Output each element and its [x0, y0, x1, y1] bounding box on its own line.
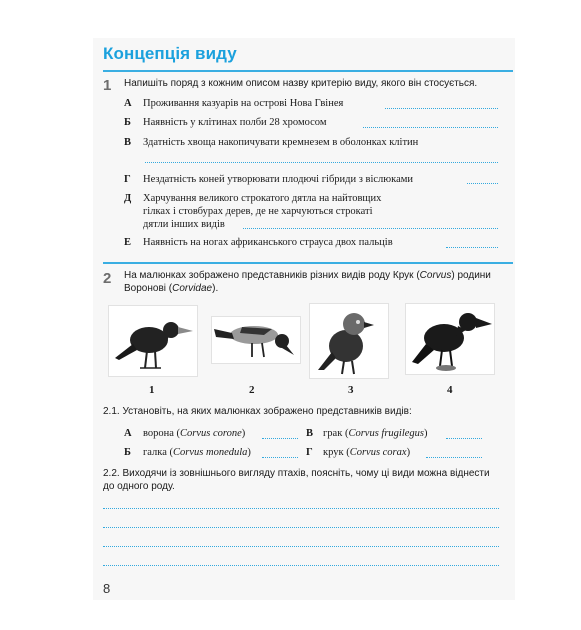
- image-label-4: 4: [447, 384, 453, 396]
- question-2-2-line-1: 2.2. Виходячи із зовнішнього вигляду птахів, поясніть, чому ці види можна віднести: [103, 468, 490, 479]
- option-a-text: ворона (Corvus corone): [143, 428, 246, 439]
- item-d-answer-line[interactable]: [243, 228, 498, 229]
- option-v-answer-line[interactable]: [446, 438, 482, 439]
- answer-line-3[interactable]: [103, 546, 499, 547]
- option-g-answer-line[interactable]: [426, 457, 482, 458]
- item-v-text: Здатність хвоща накопичувати кремнезем в оболонках клітин: [143, 137, 419, 148]
- option-b-answer-line[interactable]: [262, 457, 298, 458]
- item-e-answer-line[interactable]: [446, 247, 498, 248]
- question-2-2-line-2: до одного роду.: [103, 481, 175, 492]
- task-1-number: 1: [103, 77, 112, 94]
- item-d-line-3: дятли інших видів: [143, 219, 225, 230]
- bird-image-4: [405, 303, 495, 375]
- question-2-1: 2.1. Установіть, на яких малюнках зображено представників видів:: [103, 406, 412, 417]
- page-number: 8: [103, 581, 111, 596]
- title-rule: [103, 70, 513, 72]
- answer-line-2[interactable]: [103, 527, 499, 528]
- item-b-text: Наявність у клітинах полби 28 хромосом: [143, 117, 327, 128]
- item-d-line-1: Харчування великого строкатого дятла на найтовщих: [143, 193, 382, 204]
- image-label-1: 1: [149, 384, 155, 396]
- item-v-letter: В: [124, 137, 132, 148]
- option-v-text: грак (Corvus frugilegus): [323, 428, 428, 439]
- item-a-text: Проживання казуарів на острові Нова Гвінея: [143, 98, 344, 109]
- rook-bird-icon: [109, 306, 197, 376]
- option-b-text: галка (Corvus monedula): [143, 447, 251, 458]
- jackdaw-bird-icon: [310, 304, 388, 378]
- answer-line-4[interactable]: [103, 565, 499, 566]
- page-title: Концепція виду: [103, 44, 237, 63]
- task-2-intro-line-2: Воронові (Corvidae).: [124, 283, 219, 294]
- item-v-answer-line[interactable]: [145, 162, 498, 163]
- option-v-letter: В: [306, 428, 314, 439]
- bird-image-3: [309, 303, 389, 379]
- answer-line-1[interactable]: [103, 508, 499, 509]
- image-label-3: 3: [348, 384, 354, 396]
- task-2-intro-line-1: На малюнках зображено представників різних видів роду Крук (Corvus) родини: [124, 270, 491, 281]
- option-g-text: крук (Corvus corax): [323, 447, 411, 458]
- item-d-line-2: гілках і стовбурах дерев, де не харчуються строкаті: [143, 206, 373, 217]
- option-a-answer-line[interactable]: [262, 438, 298, 439]
- bird-image-1: [108, 305, 198, 377]
- option-g-letter: Г: [306, 447, 313, 458]
- task-divider: [103, 262, 513, 264]
- raven-bird-icon: [406, 304, 494, 374]
- bird-image-2: [211, 316, 301, 364]
- item-g-answer-line[interactable]: [467, 183, 498, 184]
- item-e-text: Наявність на ногах африканського страуса двох пальців: [143, 237, 393, 248]
- hooded-crow-bird-icon: [212, 317, 300, 363]
- task-2-number: 2: [103, 270, 112, 287]
- item-a-letter: А: [124, 98, 132, 109]
- item-b-letter: Б: [124, 117, 131, 128]
- task-1-prompt: Напишіть поряд з кожним описом назву критерію виду, якого він стосується.: [124, 78, 478, 89]
- image-label-2: 2: [249, 384, 255, 396]
- item-g-letter: Г: [124, 174, 131, 185]
- option-a-letter: А: [124, 428, 132, 439]
- item-a-answer-line[interactable]: [385, 108, 498, 109]
- option-b-letter: Б: [124, 447, 131, 458]
- item-g-text: Нездатність коней утворювати плодючі гібриди з віслюками: [143, 174, 413, 185]
- item-b-answer-line[interactable]: [363, 127, 498, 128]
- item-e-letter: Е: [124, 237, 132, 248]
- item-d-letter: Д: [124, 193, 132, 204]
